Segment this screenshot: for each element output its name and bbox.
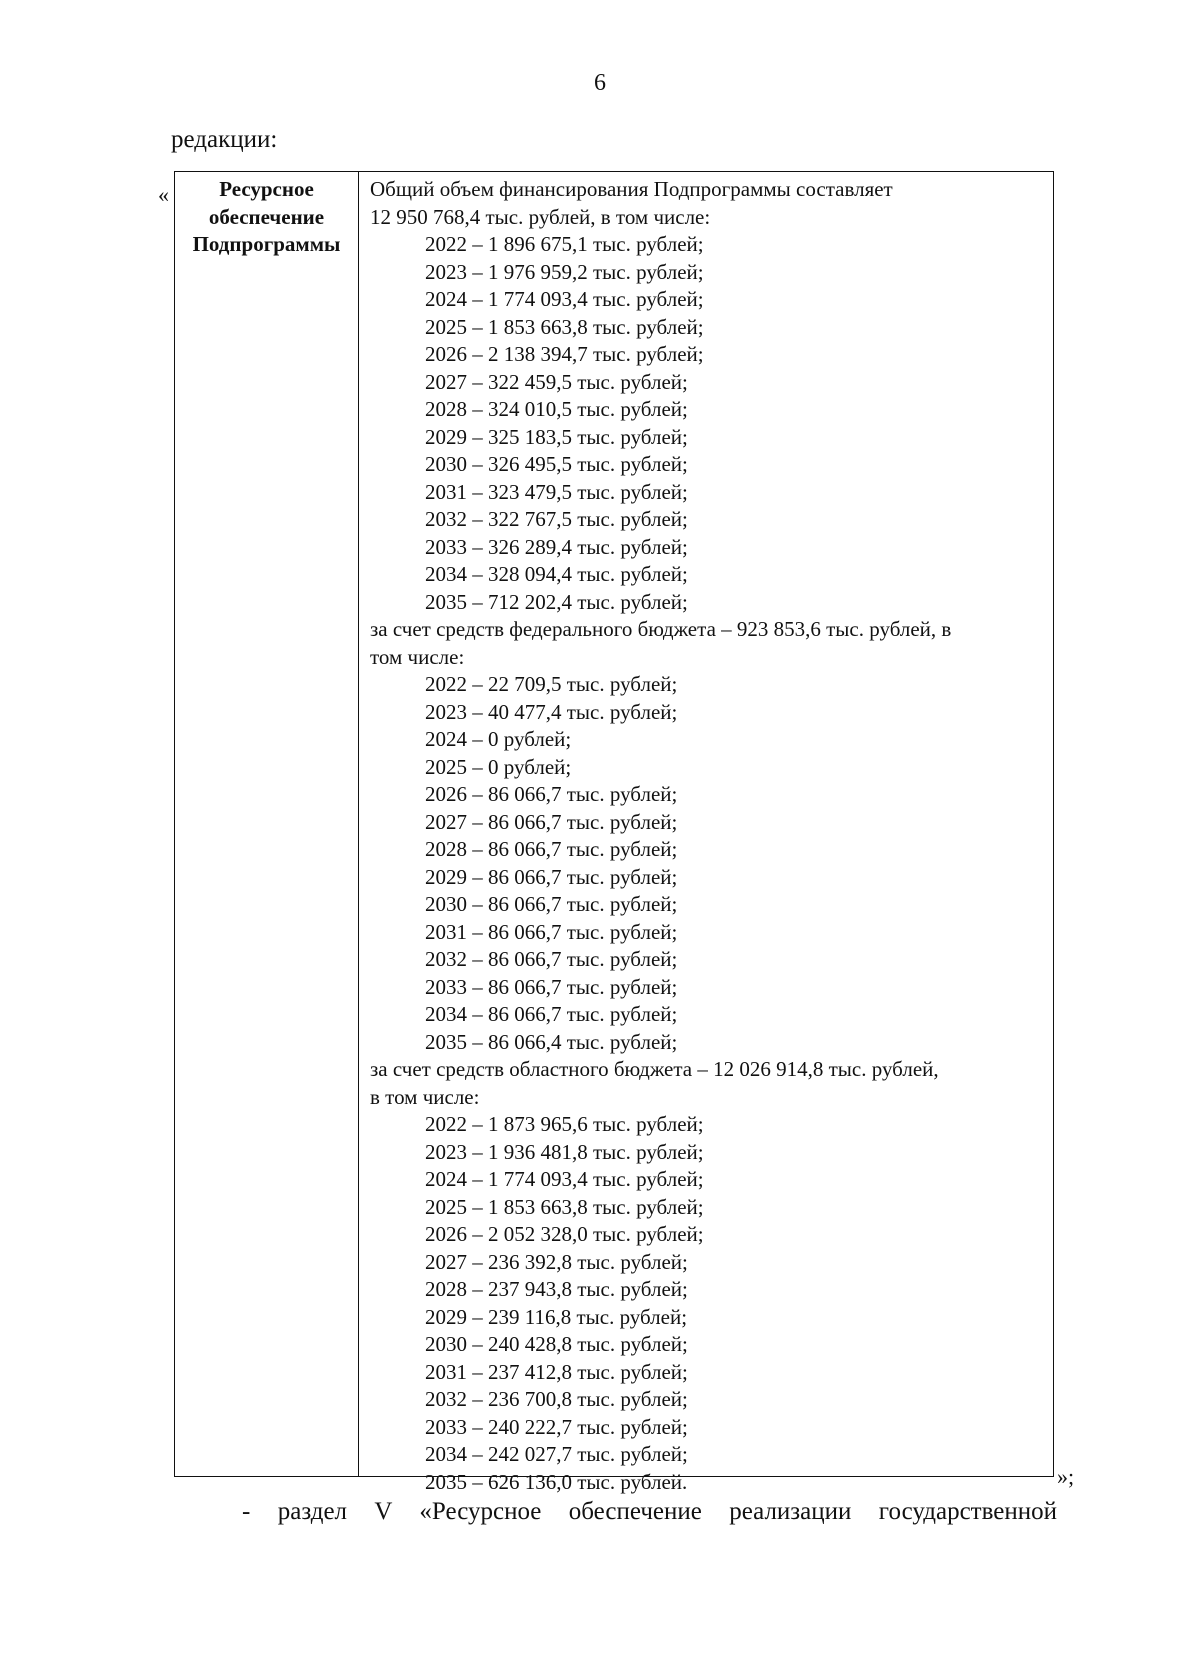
funding-year-line: 2023 – 40 477,4 тыс. рублей; <box>425 699 678 724</box>
funding-year-line: 2027 – 86 066,7 тыс. рублей; <box>425 809 678 834</box>
left-cell-line: Ресурсное <box>219 177 314 201</box>
bottom-paragraph: - раздел V «Ресурсное обеспечение реализации государственной <box>242 1498 1057 1525</box>
funding-year-line: 2035 – 86 066,4 тыс. рублей; <box>425 1029 678 1054</box>
page-number: 6 <box>594 70 606 96</box>
funding-year-line: 2022 – 1 896 675,1 тыс. рублей; <box>425 232 704 256</box>
funding-year-line: 2022 – 22 709,5 тыс. рублей; <box>425 672 678 696</box>
funding-year-line: 2030 – 326 495,5 тыс. рублей; <box>425 452 688 476</box>
funding-year-line: 2032 – 322 767,5 тыс. рублей; <box>425 507 688 531</box>
funding-year-line: 2034 – 86 066,7 тыс. рублей; <box>425 1002 678 1026</box>
column-divider <box>358 172 359 1476</box>
funding-year-line: 2030 – 86 066,7 тыс. рублей; <box>425 892 678 916</box>
funding-year-line: 2026 – 86 066,7 тыс. рублей; <box>425 782 678 806</box>
funding-year-line: 2025 – 1 853 663,8 тыс. рублей; <box>425 314 704 339</box>
funding-summary-line: Общий объем финансирования Подпрограммы составляет <box>370 177 893 201</box>
funding-year-line: 2034 – 328 094,4 тыс. рублей; <box>425 562 688 586</box>
funding-year-line: 2030 – 240 428,8 тыс. рублей; <box>425 1332 688 1356</box>
funding-year-line: 2033 – 240 222,7 тыс. рублей; <box>425 1414 688 1439</box>
funding-summary-line: том числе: <box>370 644 465 669</box>
table-left-cell <box>175 176 358 259</box>
funding-year-line: 2024 – 1 774 093,4 тыс. рублей; <box>425 1167 704 1191</box>
funding-year-line: 2034 – 242 027,7 тыс. рублей; <box>425 1442 688 1466</box>
funding-year-line: 2035 – 626 136,0 тыс. рублей. <box>425 1469 688 1494</box>
funding-year-line: 2028 – 86 066,7 тыс. рублей; <box>425 837 678 861</box>
funding-year-line: 2031 – 86 066,7 тыс. рублей; <box>425 919 678 944</box>
funding-year-line: 2033 – 326 289,4 тыс. рублей; <box>425 534 688 559</box>
funding-year-line: 2028 – 324 010,5 тыс. рублей; <box>425 397 688 421</box>
funding-year-line: 2031 – 237 412,8 тыс. рублей; <box>425 1359 688 1384</box>
funding-year-line: 2029 – 239 116,8 тыс. рублей; <box>425 1304 688 1329</box>
quote-open: « <box>158 182 169 207</box>
funding-summary-line: за счет средств федерального бюджета – 923 853,6 тыс. рублей, в <box>370 617 952 641</box>
funding-year-line: 2023 – 1 976 959,2 тыс. рублей; <box>425 259 704 284</box>
funding-year-line: 2029 – 86 066,7 тыс. рублей; <box>425 864 678 889</box>
funding-year-line: 2031 – 323 479,5 тыс. рублей; <box>425 479 688 504</box>
funding-summary-line: за счет средств областного бюджета – 12 026 914,8 тыс. рублей, <box>370 1057 939 1081</box>
funding-year-line: 2025 – 0 рублей; <box>425 754 572 779</box>
left-cell-line: Подпрограммы <box>192 232 341 256</box>
funding-year-line: 2023 – 1 936 481,8 тыс. рублей; <box>425 1139 704 1164</box>
intro-text: редакции: <box>171 126 278 153</box>
funding-year-line: 2024 – 0 рублей; <box>425 727 572 751</box>
funding-year-line: 2027 – 236 392,8 тыс. рублей; <box>425 1249 688 1274</box>
funding-year-line: 2022 – 1 873 965,6 тыс. рублей; <box>425 1112 704 1136</box>
funding-year-line: 2033 – 86 066,7 тыс. рублей; <box>425 974 678 999</box>
resource-table <box>174 171 1054 1494</box>
funding-year-line: 2029 – 325 183,5 тыс. рублей; <box>425 424 688 449</box>
funding-summary-line: 12 950 768,4 тыс. рублей, в том числе: <box>370 204 711 229</box>
funding-year-line: 2026 – 2 052 328,0 тыс. рублей; <box>425 1222 704 1246</box>
funding-year-line: 2032 – 86 066,7 тыс. рублей; <box>425 947 678 971</box>
funding-year-line: 2027 – 322 459,5 тыс. рублей; <box>425 369 688 394</box>
table-right-cell <box>370 176 1042 1496</box>
funding-year-line: 2024 – 1 774 093,4 тыс. рублей; <box>425 287 704 311</box>
quote-close: »; <box>1057 1464 1075 1489</box>
funding-summary-line: в том числе: <box>370 1084 480 1109</box>
funding-year-line: 2026 – 2 138 394,7 тыс. рублей; <box>425 342 704 366</box>
funding-year-line: 2025 – 1 853 663,8 тыс. рублей; <box>425 1194 704 1219</box>
left-cell-line: обеспечение <box>208 204 325 229</box>
funding-year-line: 2032 – 236 700,8 тыс. рублей; <box>425 1387 688 1411</box>
funding-year-line: 2028 – 237 943,8 тыс. рублей; <box>425 1277 688 1301</box>
funding-year-line: 2035 – 712 202,4 тыс. рублей; <box>425 589 688 614</box>
